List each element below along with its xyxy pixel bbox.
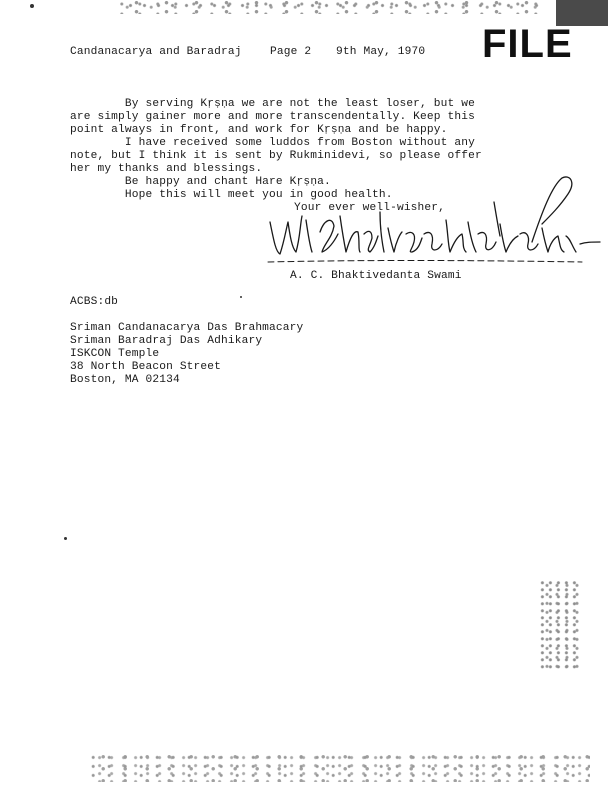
address-line: 38 North Beacon Street [70,361,221,373]
header-date: 9th May, 1970 [336,46,426,58]
body-line: By serving Kṛṣṇa we are not the least loser, but we [70,98,475,110]
body-line: are simply gainer more and more transcendentally. Keep this [70,111,475,123]
scan-noise-top [120,0,540,14]
address-line: ISKCON Temple [70,348,160,360]
valediction: Your ever well-wisher, [294,202,445,214]
scan-noise-right [540,580,580,670]
body-line: I have received some luddos from Boston without any [70,137,475,149]
body-line: note, but I think it is sent by Rukminidevi, so please offer [70,150,482,162]
address-line: Sriman Candanacarya Das Brahmacary [70,322,304,334]
body-line: Hope this will meet you in good health. [70,189,393,201]
file-stamp: FILE [482,22,573,66]
scan-speck [64,537,67,540]
address-line: Boston, MA 02134 [70,374,180,386]
reference-initials: ACBS:db [70,296,119,308]
scan-speck [30,4,34,8]
body-line: point always in front, and work for Kṛṣṇa and be happy. [70,124,448,136]
body-line: Be happy and chant Hare Kṛṣṇa. [70,176,331,188]
scan-noise-bottom [90,752,590,782]
body-line: her my thanks and blessings. [70,163,263,175]
header-recipients: Candanacarya and Baradraj [70,46,242,58]
signature-image [262,172,602,264]
header-page-number: Page 2 [270,46,312,58]
address-line: Sriman Baradraj Das Adhikary [70,335,263,347]
typed-name: A. C. Bhaktivedanta Swami [290,270,462,282]
scan-speck [240,296,242,298]
